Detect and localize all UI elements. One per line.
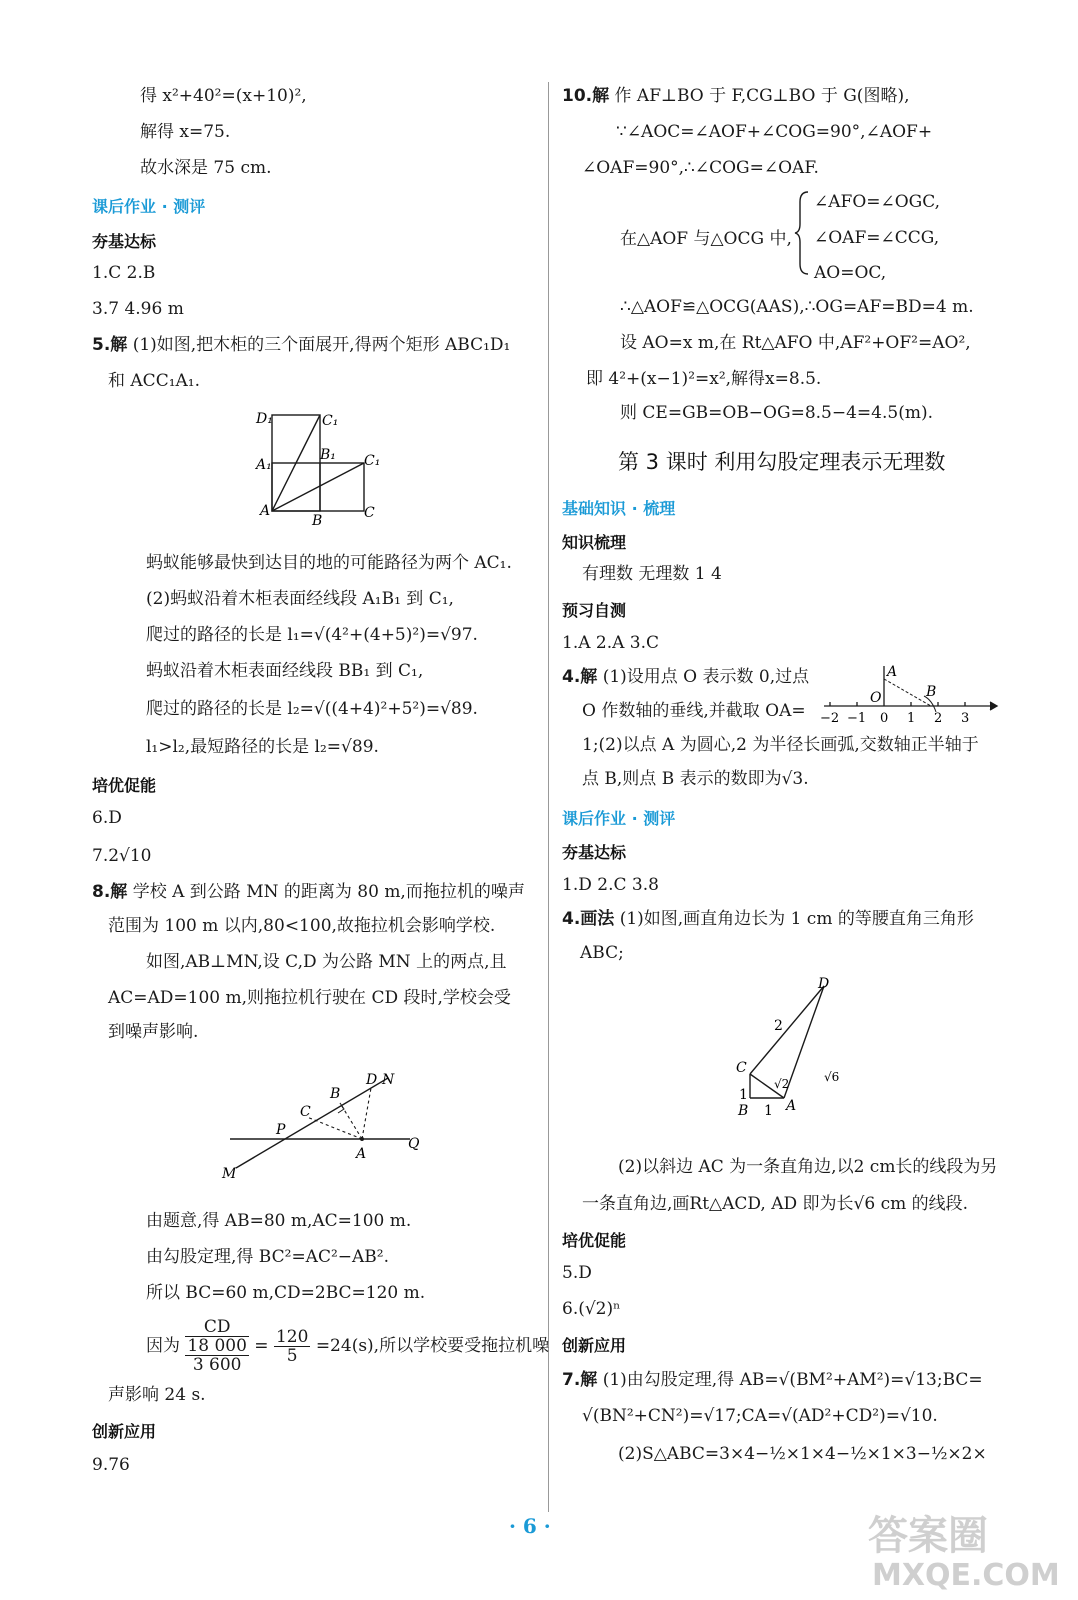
section-heading: 课后作业 · 测评	[562, 809, 676, 828]
fraction-denominator: 5	[286, 1345, 298, 1366]
answer-label: 5.解	[92, 335, 128, 355]
answer-text: 学校 A 到公路 MN 的距离为 80 m,而拖拉机的噪声	[132, 882, 525, 902]
text-line: 解得 x=75.	[140, 122, 231, 142]
fig-label: 1	[907, 711, 916, 726]
answer-line	[562, 1368, 983, 1392]
text-line: ∵∠AOC=∠AOF+∠COG=90°,∠AOF+	[616, 122, 933, 142]
answer-label: 4.解	[562, 667, 598, 687]
text-line: ABC;	[580, 943, 624, 963]
fig-label: P	[276, 1122, 286, 1138]
fig-label: B	[926, 684, 937, 700]
fig-label: B	[330, 1086, 341, 1102]
text-line: (2)S△ABC=3×4−½×1×4−½×1×3−½×2×	[618, 1444, 987, 1464]
system-line: ∠AFO=∠OGC,	[814, 192, 941, 212]
answer-line	[92, 880, 525, 904]
fig-label: C	[364, 505, 375, 521]
section-heading: 基础知识 · 梳理	[562, 499, 676, 518]
text-line: 爬过的路径的长是 l₂=√((4+4)²+5²)=√89.	[146, 699, 478, 719]
subsection-heading: 创新应用	[92, 1422, 157, 1441]
fraction	[274, 1328, 310, 1365]
fig-label: 1	[739, 1087, 748, 1103]
subsection-heading: 创新应用	[562, 1336, 627, 1355]
fig-label: M	[222, 1166, 237, 1182]
text-line: 点 B,则点 B 表示的数即为√3.	[582, 769, 809, 789]
answer-line: 5.D	[562, 1263, 592, 1283]
subsection-heading: 夯基达标	[562, 843, 627, 862]
fraction-denominator: 3 600	[192, 1355, 242, 1375]
subsection-heading: 培优促能	[562, 1231, 627, 1250]
text-line: 声影响 24 s.	[108, 1385, 206, 1405]
text-line: 爬过的路径的长是 l₁=√(4²+(4+5)²)=√97.	[146, 625, 478, 645]
fig-label: −2	[820, 711, 840, 726]
text-span: =24(s),所以学校要受拖拉机噪	[315, 1336, 550, 1356]
subsection-heading: 知识梳理	[562, 533, 627, 552]
answer-line	[562, 84, 909, 108]
text-line: 由题意,得 AB=80 m,AC=100 m.	[146, 1211, 412, 1231]
lesson-title: 第 3 课时 利用勾股定理表示无理数	[618, 450, 946, 474]
triangle-construction-figure	[728, 970, 858, 1150]
fig-label: Q	[408, 1136, 420, 1152]
brace-icon	[794, 190, 812, 276]
answer-label: 7.解	[562, 1370, 598, 1390]
page-number: · 6 ·	[509, 1514, 551, 1538]
column-divider	[548, 82, 549, 1512]
answer-text: (1)如图,画直角边长为 1 cm 的等腰直角三角形	[619, 909, 974, 929]
section-heading: 课后作业 · 测评	[92, 197, 206, 216]
number-line-figure	[820, 660, 1002, 726]
fig-label: A	[356, 1146, 367, 1162]
fig-label: A₁	[256, 457, 272, 473]
road-school-figure	[220, 1060, 440, 1185]
answer-line: 6.(√2)ⁿ	[562, 1299, 621, 1319]
text-line: 蚂蚁沿着木柜表面经线段 BB₁ 到 C₁,	[146, 661, 424, 681]
fig-label: D	[818, 976, 830, 992]
text-line: 如图,AB⊥MN,设 C,D 为公路 MN 上的两点,且	[146, 952, 507, 972]
fig-label: C₁	[364, 453, 381, 469]
text-line: 范围为 100 m 以内,80<100,故拖拉机会影响学校.	[108, 916, 496, 936]
text-line: AC=AD=100 m,则拖拉机行驶在 CD 段时,学校会受	[108, 988, 511, 1008]
text-line: 蚂蚁能够最快到达目的地的可能路径为两个 AC₁.	[146, 553, 512, 573]
fig-label: C₁	[322, 413, 339, 429]
text-line: ∠OAF=90°,∴∠COG=∠OAF.	[582, 158, 819, 178]
text-span: =	[254, 1336, 269, 1356]
text-line: 所以 BC=60 m,CD=2BC=120 m.	[146, 1283, 426, 1303]
fraction-numerator: 120	[275, 1326, 309, 1347]
text-span: 因为	[146, 1336, 180, 1356]
fig-label: 2	[774, 1018, 783, 1034]
fig-label: −1	[847, 711, 867, 726]
text-line: 则 CE=GB=OB−OG=8.5−4=4.5(m).	[620, 403, 933, 423]
fig-label: D₁	[256, 411, 273, 427]
fig-label: B	[312, 513, 323, 529]
fig-label: N	[382, 1072, 395, 1088]
text-line: O 作数轴的垂线,并截取 OA=	[582, 701, 806, 721]
fig-label: C	[300, 1104, 311, 1120]
text-line: 有理数 无理数 1 4	[582, 564, 722, 584]
answer-line: 1.D 2.C 3.8	[562, 875, 659, 895]
cabinet-unfold-figure	[250, 405, 390, 530]
answer-line	[92, 333, 510, 357]
text-line: 设 AO=x m,在 Rt△AFO 中,AF²+OF²=AO²,	[620, 333, 971, 353]
answer-text: 作 AF⊥BO 于 F,CG⊥BO 于 G(图略),	[614, 86, 910, 106]
fig-label: B₁	[320, 447, 336, 463]
answer-label: 10.解	[562, 86, 610, 106]
watermark-logo	[858, 1505, 1068, 1599]
fig-label: A	[260, 503, 271, 519]
fig-label: A	[887, 664, 898, 680]
answer-line: 3.7 4.96 m	[92, 299, 184, 319]
fraction-line	[146, 1318, 549, 1374]
system-line: ∠OAF=∠CCG,	[814, 228, 940, 248]
fig-label: 2	[934, 711, 943, 726]
text-line: 故水深是 75 cm.	[140, 158, 272, 178]
answer-line	[562, 665, 809, 689]
text-line: 1;(2)以点 A 为圆心,2 为半径长画弧,交数轴正半轴于	[582, 735, 979, 755]
subsection-heading: 培优促能	[92, 776, 157, 795]
answer-label: 8.解	[92, 882, 128, 902]
text-line: (2)蚂蚁沿着木柜表面经线段 A₁B₁ 到 C₁,	[146, 589, 454, 609]
text-line: 到噪声影响.	[108, 1022, 199, 1042]
text-line: √(BN²+CN²)=√17;CA=√(AD²+CD²)=√10.	[582, 1406, 938, 1426]
answer-line: 7.2√10	[92, 846, 152, 866]
fraction-numerator: CD	[185, 1318, 248, 1337]
fig-label: √2	[774, 1077, 790, 1091]
fraction-denominator: 18 000	[187, 1336, 247, 1356]
svg-text:答案圈: 答案圈	[868, 1513, 988, 1559]
subsection-heading: 夯基达标	[92, 232, 157, 251]
compound-fraction	[185, 1318, 248, 1374]
text-line: (2)以斜边 AC 为一条直角边,以2 cm长的线段为另	[618, 1157, 998, 1177]
answer-label: 4.画法	[562, 909, 615, 929]
answer-line: 1.A 2.A 3.C	[562, 633, 660, 653]
answer-line: 9.76	[92, 1455, 130, 1475]
answer-line: 1.C 2.B	[92, 263, 156, 283]
svg-text:MXQE.COM: MXQE.COM	[872, 1558, 1060, 1593]
text-line: l₁>l₂,最短路径的长是 l₂=√89.	[146, 737, 379, 757]
fig-label: A	[786, 1098, 797, 1114]
text-line: ∴△AOF≌△OCG(AAS),∴OG=AF=BD=4 m.	[620, 297, 974, 317]
watermark-icon	[858, 1505, 1068, 1595]
system-line: AO=OC,	[814, 263, 887, 283]
text-line: 得 x²+40²=(x+10)²,	[140, 86, 307, 106]
fig-label: O	[870, 690, 882, 706]
fig-label: B	[738, 1103, 749, 1119]
text-line: 和 ACC₁A₁.	[108, 371, 201, 391]
subsection-heading: 预习自测	[562, 601, 627, 620]
fig-label: D	[366, 1072, 378, 1088]
text-line: 在△AOF 与△OCG 中,	[620, 229, 792, 249]
fig-label: √6	[824, 1070, 840, 1084]
text-line: 一条直角边,画Rt△ACD, AD 即为长√6 cm 的线段.	[582, 1194, 969, 1214]
fig-label: C	[736, 1060, 747, 1076]
answer-line: 6.D	[92, 808, 122, 828]
answer-text: (1)设用点 O 表示数 0,过点	[602, 667, 810, 687]
fig-label: 1	[764, 1103, 773, 1119]
fig-label: 0	[880, 711, 889, 726]
text-line: 由勾股定理,得 BC²=AC²−AB².	[146, 1247, 390, 1267]
fig-label: 3	[961, 711, 970, 726]
answer-text: (1)如图,把木柜的三个面展开,得两个矩形 ABC₁D₁	[132, 335, 511, 355]
answer-line	[562, 907, 974, 931]
text-line: 即 4²+(x−1)²=x²,解得x=8.5.	[586, 369, 822, 389]
answer-text: (1)由勾股定理,得 AB=√(BM²+AM²)=√13;BC=	[602, 1370, 983, 1390]
